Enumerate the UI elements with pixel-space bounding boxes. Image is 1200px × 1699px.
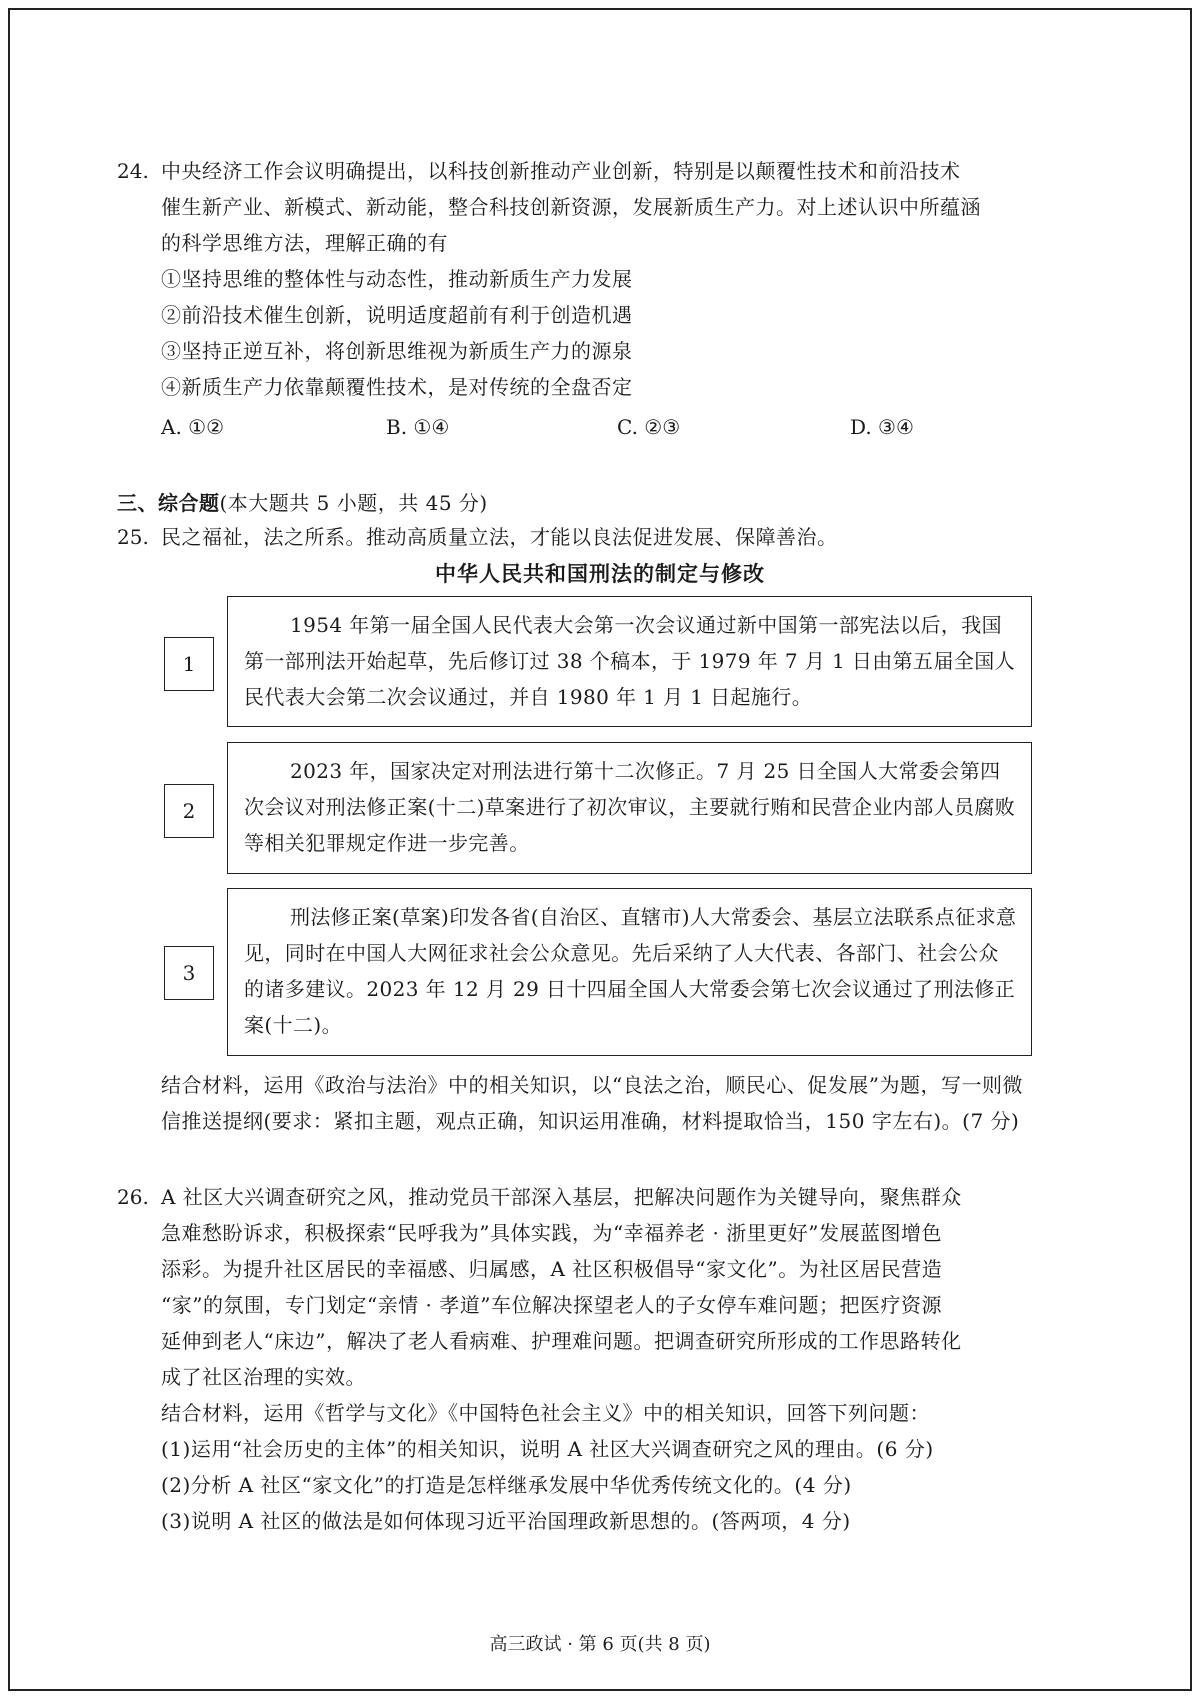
section-3-title: 三、综合题: [117, 491, 220, 515]
question-25-task-line-2: 信推送提纲(要求：紧扣主题，观点正确，知识运用准确，材料提取恰当，150 字左右)。(7 分): [161, 1109, 1020, 1133]
step-3-number: 3: [164, 946, 214, 1000]
question-24-line-3: 的科学思维方法，理解正确的有: [161, 231, 448, 255]
step-1-text: 1954 年第一届全国人民代表大会第一次会议通过新中国第一部宪法以后，我国第一部刑法开始起草，先后修订过 38 个稿本，于 1979 年 7 月 1 日由第五届全国人民代表大会第二次会议通过，并自 1980 年 1 月 1 日起施行。: [244, 613, 1016, 709]
question-26-line-6: 成了社区治理的实效。: [161, 1365, 366, 1389]
question-26-number: 26.: [117, 1185, 149, 1209]
question-26-instruction: 结合材料，运用《哲学与文化》《中国特色社会主义》中的相关知识，回答下列问题：: [161, 1401, 930, 1425]
section-3-heading: [117, 485, 488, 521]
option-a: A. ①②: [161, 415, 225, 439]
question-24-statement-1: ①坚持思维的整体性与动态性，推动新质生产力发展: [161, 267, 633, 291]
question-26-line-2: 急难愁盼诉求，积极探索“民呼我为”具体实践，为“幸福养老 · 浙里更好”发展蓝图增色: [161, 1221, 942, 1245]
question-25-number: 25.: [117, 525, 149, 549]
question-25-intro: 民之福祉，法之所系。推动高质量立法，才能以良法促进发展、保障善治。: [161, 525, 838, 549]
question-24-line-1: 中央经济工作会议明确提出，以科技创新推动产业创新，特别是以颠覆性技术和前沿技术: [161, 159, 961, 183]
question-26-sub-1: (1)运用“社会历史的主体”的相关知识，说明 A 社区大兴调查研究之风的理由。(6 分): [161, 1437, 934, 1461]
step-3-text: 刑法修正案(草案)印发各省(自治区、直辖市)人大常委会、基层立法联系点征求意见，同时在中国人大网征求社会公众意见。先后采纳了人大代表、各部门、社会公众的诸多建议。2023 年 12 月 29 日十四届全国人大常委会第七次会议通过了刑法修正案(十二)。: [244, 905, 1017, 1037]
section-3-note: (本大题共 5 小题，共 45 分): [219, 491, 488, 515]
question-24-number: 24.: [117, 159, 149, 183]
question-25-task-line-1: 结合材料，运用《政治与法治》中的相关知识，以“良法之治，顺民心、促发展”为题，写一则微: [161, 1073, 1023, 1097]
step-3-box: [227, 888, 1032, 1056]
step-2-box: [227, 742, 1032, 874]
question-26-line-1: A 社区大兴调查研究之风，推动党员干部深入基层，把解决问题作为关键导向，聚焦群众: [161, 1185, 962, 1209]
step-1-number: 1: [164, 637, 214, 691]
question-26-line-3: 添彩。为提升社区居民的幸福感、归属感，A 社区积极倡导“家文化”。为社区居民营造: [161, 1257, 943, 1281]
option-c: C. ②③: [617, 415, 681, 439]
option-d: D. ③④: [850, 415, 914, 439]
question-24-statement-4: ④新质生产力依靠颠覆性技术，是对传统的全盘否定: [161, 375, 633, 399]
step-1-box: [227, 596, 1032, 727]
question-26-sub-2: (2)分析 A 社区“家文化”的打造是怎样继承发展中华优秀传统文化的。(4 分): [161, 1473, 852, 1497]
option-b: B. ①④: [386, 415, 450, 439]
question-26-line-5: 延伸到老人“床边”，解决了老人看病难、护理难问题。把调查研究所形成的工作思路转化: [161, 1329, 962, 1353]
question-24-statement-2: ②前沿技术催生创新，说明适度超前有利于创造机遇: [161, 303, 633, 327]
question-24-line-2: 催生新产业、新模式、新动能，整合科技创新资源，发展新质生产力。对上述认识中所蕴涵: [161, 195, 981, 219]
question-24-statement-3: ③坚持正逆互补，将创新思维视为新质生产力的源泉: [161, 339, 633, 363]
step-2-number: 2: [164, 784, 214, 838]
question-26-sub-3: (3)说明 A 社区的做法是如何体现习近平治国理政新思想的。(答两项，4 分): [161, 1509, 851, 1533]
page-footer: 高三政试 · 第 6 页(共 8 页): [489, 1634, 711, 1655]
step-2-text: 2023 年，国家决定对刑法进行第十二次修正。7 月 25 日全国人大常委会第四次会议对刑法修正案(十二)草案进行了初次审议，主要就行贿和民营企业内部人员腐败等相关犯罪规定作进一步完善。: [244, 759, 1016, 855]
question-26-line-4: “家”的氛围，专门划定“亲情 · 孝道”车位解决探望老人的子女停车难问题；把医疗资源: [161, 1293, 942, 1317]
table-title: 中华人民共和国刑法的制定与修改: [435, 562, 765, 586]
